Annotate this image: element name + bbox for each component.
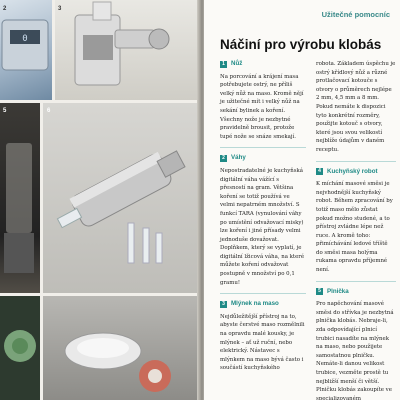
section-title: Váhy (231, 154, 246, 162)
section-heading (316, 168, 396, 177)
photo-twine (0, 296, 40, 400)
right-page (204, 0, 400, 400)
photo-number: 3 (58, 6, 62, 12)
twine-illustration (0, 296, 40, 400)
section-text: Na porcování a krájení masa potřebujete ostrý, ne příliš velký nůž na maso. Kromě nějí je užitečné mít i velký nůž na sekání bylinek a koření. Všechny nože je nezbytné pravidelně brousit, protože tupé nože se snáze smekají. (220, 73, 304, 140)
section-divider (220, 147, 306, 148)
section-number: 4 (316, 168, 323, 175)
column-right (316, 54, 396, 400)
section-text: Nejdůležitější přístroj na to, abyste čerstvé maso rozmělnili na opravdu malé kousky, je mlýnek – ať už ruční, nebo elektrický. Nástavec s mlýnkem na maso bývá často i součástí kuchyňského (220, 313, 305, 372)
column-left (220, 54, 306, 373)
meat-grinder-illustration (55, 0, 200, 100)
section-title: Nůž (231, 60, 243, 67)
photo-meat-grinder (55, 0, 200, 100)
running-head: Užitečné pomocníc (321, 10, 390, 19)
svg-text:0: 0 (22, 34, 28, 44)
page-title: Náčiní pro výrobu klobás (220, 37, 382, 52)
section-heading (220, 300, 306, 309)
section-heading (220, 154, 306, 163)
photo-number: 5 (3, 108, 7, 114)
section-text: robota. Základem úspěchu je ostrý křídlový nůž a různé protlačovací kotouče s otvory o průměrech nejlépe 2 mm, 4,5 mm a 8 mm. Pokud nemáte k dispozici tyto konkrétní rozměry, použijte kotouč s otvory, které jsou svou velikostí nejblíže údajům v daném receptu. (316, 61, 396, 153)
section-heading (220, 60, 306, 69)
photo-number: 6 (47, 108, 51, 114)
section-divider (220, 293, 306, 294)
section-text: Pro napěchování masové směsi do střívka je nezbytná plnička klobás. Nebraje-li, zda odpovídající plnicí trubici nasadíte na mlýnek na maso, nebo použijete samostatnou plničku. Nemáte-li danou velikost trubice, vezměte prostě tu nejbližší menší či větší. Plničku klobás zakoupíte ve specializovaném (316, 301, 394, 400)
photo-food-processor (0, 103, 40, 293)
section-number: 1 (220, 61, 227, 68)
section-title: Plnička (327, 287, 349, 295)
bowl-illustration (43, 296, 200, 400)
food-processor-illustration (0, 103, 40, 293)
section-divider (316, 161, 396, 162)
photo-number: 2 (3, 6, 7, 12)
section-number: 5 (316, 288, 323, 295)
section-divider (316, 281, 396, 282)
photo-sausage-stuffer (43, 103, 200, 293)
section-title: Kuchyňský robot (327, 167, 378, 175)
section-text: K míchání masové směsi je nejvhodnější kuchyňský robot. Během zpracování by totiž maso mělo zůstat pokud možno studené, a to přístroj zvládne lépe než ruce. A kromě toho: přimíchávání ledové tříště do směsi masa holýma rukama opravdu příjemné není. (316, 181, 393, 274)
section-text: Nepostradatelné je kuchyňská digitální váha vážící s přesností na gram. Většina koření se totiž používá ve velmi nepatrném množství. S funkcí TARA (vynulování váhy po umístění odvažovací misky) lze koření i jiné přísady velmi jednoduše dovažovat. Doplňkem, který se vyplatí, je digitální lžicová váha, na které můžete koření odvažovat postupně v množství po 0,1 gramu! (220, 167, 305, 286)
photo-scale (0, 0, 52, 100)
scale-illustration (0, 0, 52, 100)
section-number: 3 (220, 301, 227, 308)
photo-bowl-and-twine (43, 296, 200, 400)
section-heading (316, 288, 396, 297)
section-title: Mlýnek na maso (231, 300, 279, 308)
sausage-stuffer-illustration (43, 103, 200, 293)
section-number: 2 (220, 155, 227, 162)
